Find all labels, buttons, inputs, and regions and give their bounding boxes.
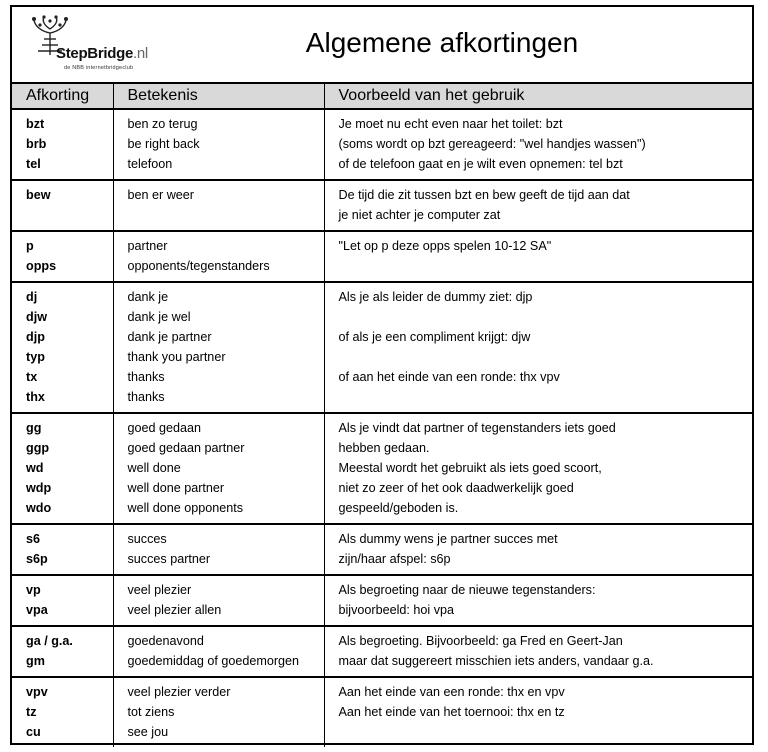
table-body (12, 109, 752, 747)
meaning-cell (113, 109, 324, 180)
meaning-cell (113, 180, 324, 231)
example-cell (324, 180, 752, 231)
meaning-line (128, 205, 324, 225)
example-line: gespeeld/geboden is. (338, 501, 459, 515)
meaning-line: well done opponents (127, 501, 244, 515)
example-cell (324, 109, 752, 180)
table-row (12, 677, 752, 747)
meaning-line: goed gedaan partner (127, 441, 245, 455)
abbr-cell (12, 677, 113, 747)
abbr-line: tx (26, 370, 38, 384)
column-header-example: Voorbeeld van het gebruik (324, 84, 752, 109)
meaning-cell (113, 626, 324, 677)
meaning-line: goed gedaan (127, 421, 202, 435)
example-cell (324, 413, 752, 524)
meaning-line: well done (127, 461, 181, 475)
meaning-line: dank je partner (127, 330, 212, 344)
abbr-line: wdp (26, 481, 52, 495)
meaning-line: thanks (127, 390, 165, 404)
abbr-line: ggp (26, 441, 50, 455)
column-header-meaning: Betekenis (113, 84, 324, 109)
meaning-line: opponents/tegenstanders (127, 259, 270, 273)
abbr-line: typ (26, 350, 45, 364)
abbr-cell (12, 524, 113, 575)
abbr-line: p (26, 239, 34, 253)
table-header-row (12, 84, 752, 109)
abbreviations-sheet (10, 5, 754, 745)
example-line: Meestal wordt het gebruikt als iets goed scoort, (338, 461, 602, 475)
example-line: zijn/haar afspel: s6p (338, 552, 451, 566)
abbr-line: vpa (26, 603, 48, 617)
example-line: Aan het einde van een ronde: thx en vpv (338, 685, 565, 699)
page-title: Algemene afkortingen (305, 27, 579, 58)
example-line (339, 256, 753, 276)
example-line: Aan het einde van het toernooi: thx en tz (338, 705, 565, 719)
abbr-cell (12, 180, 113, 231)
example-line: Als je vindt dat partner of tegenstanders iets goed (338, 421, 616, 435)
abbr-line: thx (26, 390, 45, 404)
abbr-line: vpv (26, 685, 48, 699)
example-line: Je moet nu echt even naar het toilet: bzt (338, 117, 563, 131)
example-line: De tijd die zit tussen bzt en bew geeft de tijd aan dat (338, 188, 630, 202)
meaning-line: veel plezier verder (127, 685, 231, 699)
meaning-line: well done partner (127, 481, 225, 495)
abbr-line: brb (26, 137, 47, 151)
abbr-line: dj (26, 290, 38, 304)
table-row (12, 626, 752, 677)
example-cell (324, 677, 752, 747)
example-line (339, 347, 753, 367)
meaning-line: succes (127, 532, 167, 546)
example-cell (324, 231, 752, 282)
meaning-cell (113, 524, 324, 575)
column-header-abbr: Afkorting (12, 84, 113, 109)
example-line: of de telefoon gaat en je wilt even opnemen: tel bzt (338, 157, 623, 171)
meaning-cell (113, 413, 324, 524)
example-line: of aan het einde van een ronde: thx vpv (338, 370, 560, 384)
abbr-line: tz (26, 705, 37, 719)
abbr-line: djp (26, 330, 45, 344)
meaning-line: tot ziens (127, 705, 175, 719)
meaning-line: veel plezier (127, 583, 192, 597)
example-cell (324, 524, 752, 575)
meaning-line: telefoon (127, 157, 173, 171)
abbr-cell (12, 575, 113, 626)
abbr-line: gm (26, 654, 45, 668)
example-line (339, 387, 753, 407)
meaning-line: goedenavond (127, 634, 204, 648)
example-cell (324, 626, 752, 677)
abbr-line: tel (26, 157, 41, 171)
table-row (12, 413, 752, 524)
meaning-cell (113, 231, 324, 282)
meaning-line: succes partner (127, 552, 211, 566)
abbr-line: gg (26, 421, 42, 435)
example-line: Als begroeting. Bijvoorbeeld: ga Fred en Geert-Jan (338, 634, 623, 648)
meaning-cell (113, 575, 324, 626)
abbr-line: wdo (26, 501, 52, 515)
example-line: Als dummy wens je partner succes met (338, 532, 558, 546)
meaning-line: dank je wel (127, 310, 191, 324)
meaning-line: see jou (127, 725, 169, 739)
example-line: maar dat suggereert misschien iets anders, vandaar g.a. (338, 654, 654, 668)
meaning-line: ben zo terug (127, 117, 198, 131)
example-line: of als je een compliment krijgt: djw (338, 330, 531, 344)
abbr-line: vp (26, 583, 41, 597)
page-header (12, 7, 752, 84)
example-line: "Let op p deze opps spelen 10-12 SA" (338, 239, 552, 253)
table-row (12, 231, 752, 282)
abbr-line: ga / g.a. (26, 634, 73, 648)
meaning-line: dank je (127, 290, 169, 304)
abbr-cell (12, 109, 113, 180)
table-row (12, 282, 752, 413)
example-line: (soms wordt op bzt gereageerd: "wel handjes wassen") (338, 137, 646, 151)
abbr-line: bew (26, 188, 51, 202)
meaning-cell (113, 677, 324, 747)
example-line: hebben gedaan. (338, 441, 430, 455)
meaning-line: veel plezier allen (127, 603, 222, 617)
logo-subtitle: de NBB internetbridgeclub (64, 65, 134, 71)
table-row (12, 575, 752, 626)
abbr-line: opps (26, 259, 57, 273)
meaning-cell (113, 282, 324, 413)
meaning-line: thank you partner (127, 350, 226, 364)
example-cell (324, 575, 752, 626)
example-line: je niet achter je computer zat (338, 208, 501, 222)
abbr-line: s6p (26, 552, 48, 566)
abbr-cell (12, 626, 113, 677)
abbr-line: s6 (26, 532, 41, 546)
abbr-line: djw (26, 310, 47, 324)
meaning-line: ben er weer (127, 188, 195, 202)
meaning-line: partner (127, 239, 168, 253)
table-row (12, 109, 752, 180)
example-line: Als je als leider de dummy ziet: djp (338, 290, 533, 304)
abbr-cell (12, 282, 113, 413)
example-line (339, 722, 753, 742)
abbreviations-table (12, 84, 752, 747)
abbr-line (26, 205, 113, 225)
table-row (12, 524, 752, 575)
example-line: niet zo zeer of het ook daadwerkelijk goed (338, 481, 574, 495)
meaning-line: be right back (127, 137, 200, 151)
abbr-line: wd (26, 461, 44, 475)
example-line (339, 307, 753, 327)
logo-wordmark: StepBridge.nl (56, 45, 148, 62)
abbr-cell (12, 231, 113, 282)
abbr-line: bzt (26, 117, 45, 131)
abbr-line: cu (26, 725, 41, 739)
example-line: Als begroeting naar de nieuwe tegenstanders: (338, 583, 596, 597)
example-cell (324, 282, 752, 413)
example-line: bijvoorbeeld: hoi vpa (338, 603, 455, 617)
abbr-cell (12, 413, 113, 524)
meaning-line: thanks (127, 370, 165, 384)
meaning-line: goedemiddag of goedemorgen (127, 654, 300, 668)
table-row (12, 180, 752, 231)
